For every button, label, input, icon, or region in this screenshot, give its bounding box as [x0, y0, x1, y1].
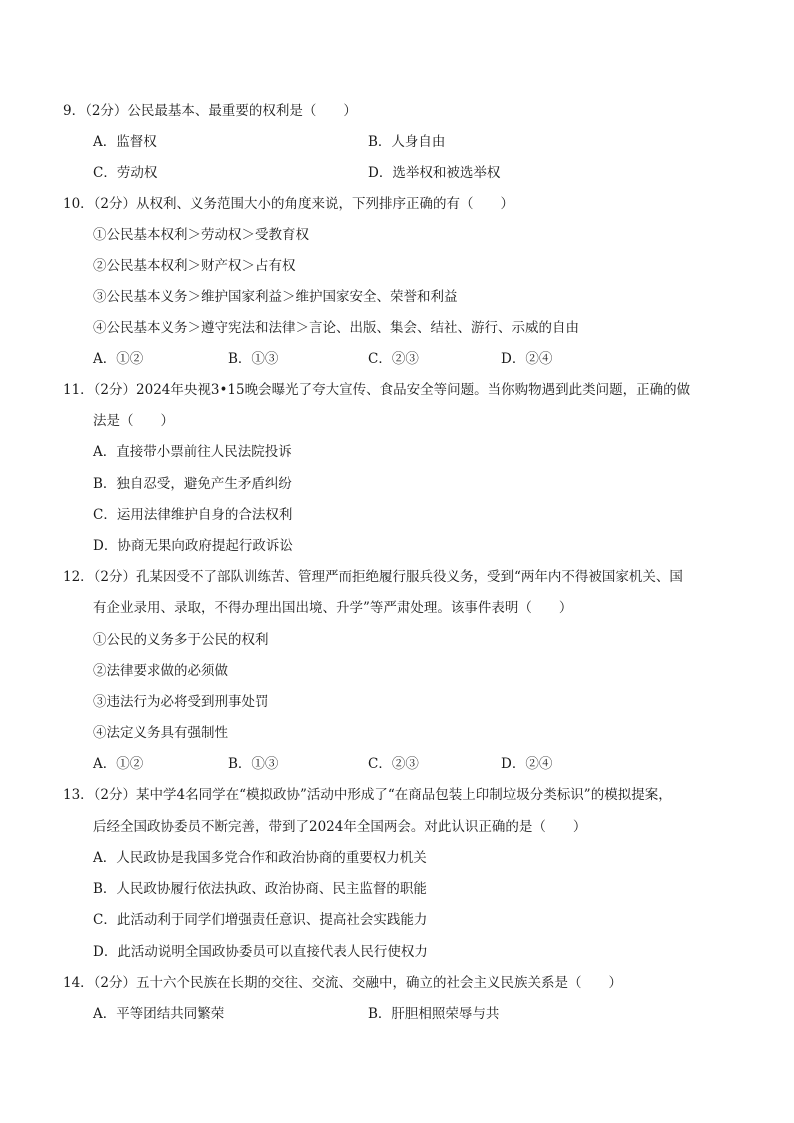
question-13-stem-line-1: 13．（2分）某中学4名同学在“模拟政协”活动中形成了“在商品包装上印制垃圾分类标识”的模拟提案，: [63, 787, 672, 803]
question-11-option-c: C．运用法律维护自身的合法权利: [93, 507, 293, 523]
question-10-item-3: ③公民基本义务＞维护国家利益＞维护国家安全、荣誉和利益: [93, 289, 458, 305]
question-13-stem-line-2: 后经全国政协委员不断完善，带到了2024年全国两会。对此认识正确的是（ ）: [93, 819, 587, 835]
question-9-option-b: B．人身自由: [368, 134, 446, 150]
question-11-option-d: D．协商无果向政府提起行政诉讼: [93, 538, 293, 554]
question-12-option-c: C．②③: [368, 756, 419, 772]
question-11-option-a: A．直接带小票前往人民法院投诉: [93, 444, 292, 460]
question-12-item-3: ③违法行为必将受到刑事处罚: [93, 694, 269, 710]
question-12-stem-line-2: 有企业录用、录取，不得办理出国出境、升学”等严肃处理。该事件表明（ ）: [93, 600, 573, 616]
question-10-item-1: ①公民基本权利＞劳动权＞受教育权: [93, 227, 309, 243]
question-10-item-4: ④公民基本义务＞遵守宪法和法律＞言论、出版、集会、结社、游行、示威的自由: [93, 320, 579, 336]
question-13-option-c: C．此活动利于同学们增强责任意识、提高社会实践能力: [93, 912, 428, 928]
question-13-option-a: A．人民政协是我国多党合作和政治协商的重要权力机关: [93, 850, 427, 866]
question-10-item-2: ②公民基本权利＞财产权＞占有权: [93, 258, 296, 274]
question-13-option-d: D．此活动说明全国政协委员可以直接代表人民行使权力: [93, 944, 428, 960]
question-12-option-a: A．①②: [93, 756, 144, 772]
question-12-stem-line-1: 12．（2分）孔某因受不了部队训练苦、管理严而拒绝履行服兵役义务，受到“两年内不得被国家机关、国: [63, 569, 683, 585]
question-13-option-b: B．人民政协履行依法执政、政治协商、民主监督的职能: [93, 881, 427, 897]
question-12-item-2: ②法律要求做的必须做: [93, 663, 228, 679]
question-9-option-d: D．选举权和被选举权: [368, 165, 501, 181]
question-9-option-c: C．劳动权: [93, 165, 158, 181]
question-12-item-4: ④法定义务具有强制性: [93, 725, 228, 741]
question-11-stem-line-2: 法是（ ）: [93, 413, 174, 429]
question-10-stem: 10．（2分）从权利、义务范围大小的角度来说，下列排序正确的有（ ）: [63, 196, 515, 212]
question-10-option-c: C．②③: [368, 351, 419, 367]
question-14-option-a: A．平等团结共同繁荣: [93, 1006, 225, 1022]
question-9-stem: 9．（2分）公民最基本、最重要的权利是（ ）: [63, 103, 357, 119]
question-10-option-d: D．②④: [501, 351, 553, 367]
question-12-option-b: B．①③: [228, 756, 279, 772]
question-10-option-a: A．①②: [93, 351, 144, 367]
question-14-stem: 14．（2分）五十六个民族在长期的交往、交流、交融中，确立的社会主义民族关系是（ ）: [63, 975, 623, 991]
question-12-option-d: D．②④: [501, 756, 553, 772]
question-10-option-b: B．①③: [228, 351, 279, 367]
question-14-option-b: B．肝胆相照荣辱与共: [368, 1006, 500, 1022]
question-11-stem-line-1: 11．（2分）2024年央视3•15晚会曝光了夸大宣传、食品安全等问题。当你购物遇到此类问题，正确的做: [63, 382, 691, 398]
question-12-item-1: ①公民的义务多于公民的权利: [93, 632, 269, 648]
question-9-option-a: A．监督权: [93, 134, 157, 150]
question-11-option-b: B．独自忍受，避免产生矛盾纠纷: [93, 476, 292, 492]
